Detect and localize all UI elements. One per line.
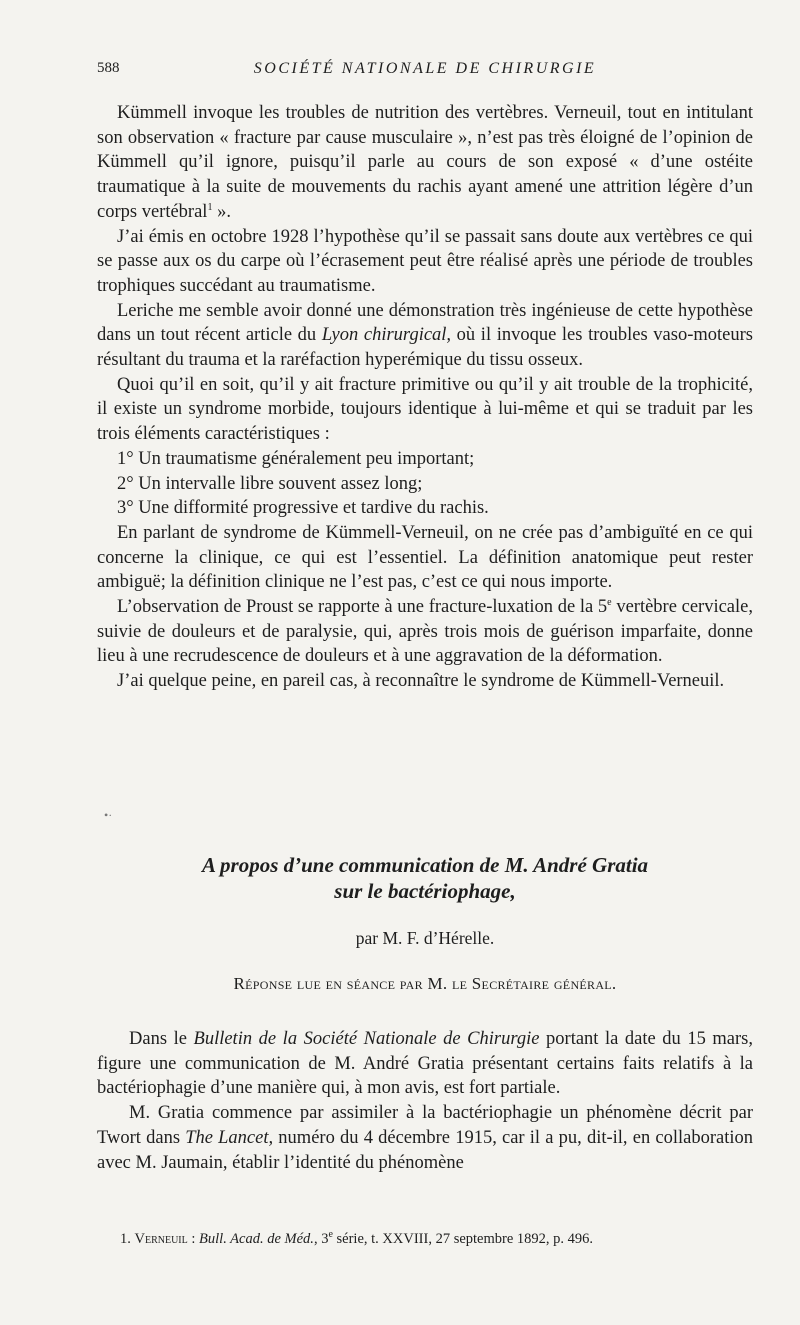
section-text — [97, 1027, 753, 1175]
section-title-line-2: sur le bactériophage, — [334, 879, 516, 903]
page-header — [97, 60, 753, 86]
paragraph: Dans le Bulletin de la Société Nationale de Chirurgie portant la date du 15 mars, figure une communication de M. André Gratia présentant certains faits relatifs à la bactériophagie d’une manière qui, à mon avis, est fort partiale. — [97, 1029, 754, 1099]
list-item: 2° Un intervalle libre souvent assez long; — [117, 473, 423, 494]
running-title: SOCIÉTÉ NATIONALE DE CHIRURGIE — [253, 60, 597, 77]
paragraph: J’ai émis en octobre 1928 l’hypothèse qu’il se passait sans doute aux vertèbres ce qui se passe aux os du carpe où l’écrasement peut être réalisé après une période de troubles trophiques succédant au traumatisme. — [97, 226, 753, 296]
paragraph: En parlant de syndrome de Kümmell-Verneuil, on ne crée pas d’ambiguïté en ce qui concerne la clinique, ce qui est l’essentiel. La définition anatomique peut rester ambiguë; la définition clinique ne l’est pas, c’est ce qui nous importe. — [97, 522, 753, 593]
stray-mark: •· — [104, 808, 113, 822]
paragraph: Quoi qu’il en soit, qu’il y ait fracture primitive ou qu’il y ait trouble de la trophicité, il existe un syndrome morbide, toujours identique à lui-même et qui se traduit par les trois éléments caractéristiques : — [97, 374, 753, 445]
paragraph: Kümmell invoque les troubles de nutrition des vertèbres. Verneuil, tout en intitulant son observation « fracture par cause musculaire », n’est pas très éloigné de l’opinion de Kümmell qu’il ignore, puisqu’il parle au cours de son exposé « d’une ostéite traumatique à la suite de mouvements du rachis ayant amené une attrition légère d’un corps vertébral$^1$ ». — [97, 103, 753, 222]
reply-note: Réponse lue en séance par M. le Secrétaire général. — [233, 974, 617, 993]
paragraph: Leriche me semble avoir donné une démonstration très ingénieuse de cette hypothèse dans un tout récent article du Lyon chirurgical, où il invoque les troubles vaso-moteurs résultant du trauma et la raréfaction hyperémique du tissu osseux. — [97, 300, 753, 371]
section-title-line-1: A propos d’une communication de M. André Gratia — [201, 853, 649, 877]
author-line: par M. F. d’Hérelle. — [355, 928, 495, 948]
footnote: 1. Verneuil : Bull. Acad. de Méd., 3e série, t. XXVIII, 27 septembre 1892, p. 496. — [120, 1229, 594, 1247]
main-text — [97, 101, 753, 694]
paragraph: M. Gratia commence par assimiler à la bactériophagie un phénomène décrit par Twort dans The Lancet, numéro du 4 décembre 1915, car il a pu, dit-il, en collaboration avec M. Jaumain, établir l’identité du phénomène — [97, 1103, 753, 1173]
list-item: 1° Un traumatisme généralement peu important; — [117, 448, 475, 469]
list-item: 3° Une difformité progressive et tardive du rachis. — [117, 498, 489, 519]
paragraph: L’observation de Proust se rapporte à une fracture-luxation de la 5e vertèbre cervicale, suivie de douleurs et de paralysie, qui, après trois mois de guérison imparfaite, donne lieu à une recrudescence de douleurs et à une aggravation de la déformation. — [97, 596, 753, 667]
page-number: 588 — [97, 60, 120, 76]
paragraph: J’ai quelque peine, en pareil cas, à reconnaître le syndrome de Kümmell-Verneuil. — [117, 671, 725, 692]
footnote-ref: 1 — [207, 201, 213, 213]
